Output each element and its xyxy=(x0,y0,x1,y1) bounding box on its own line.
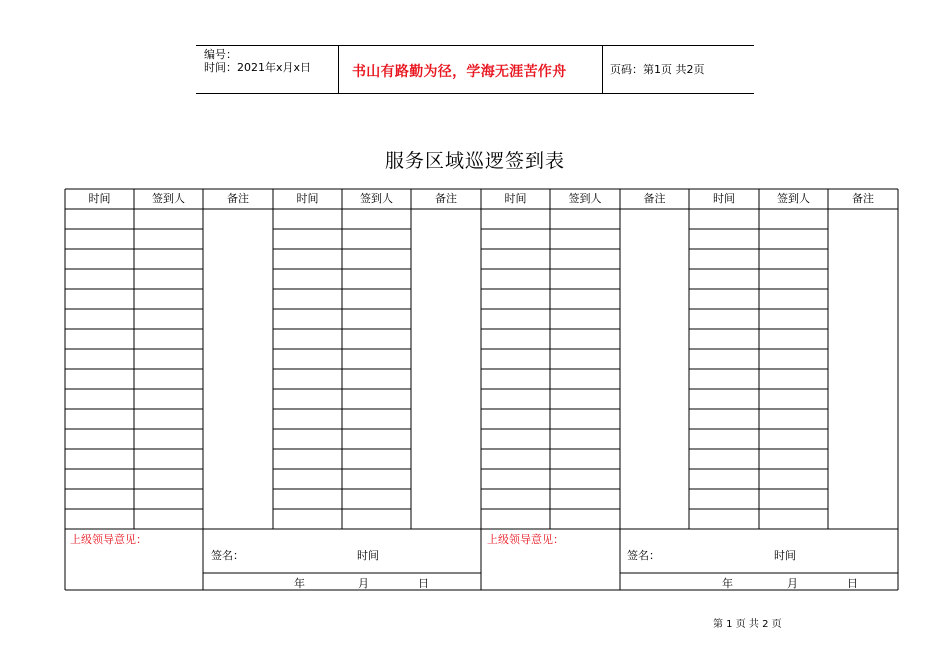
slogan: 书山有路勤为径，学海无涯苦作舟 xyxy=(352,64,567,80)
column-header: 备注 xyxy=(227,192,249,205)
day-label-right: 日 xyxy=(847,577,858,590)
sign-label-left: 签名： xyxy=(211,549,244,562)
column-header: 时间 xyxy=(504,192,527,205)
column-header: 签到人 xyxy=(568,192,602,205)
column-header: 备注 xyxy=(435,192,457,205)
month-label-left: 月 xyxy=(358,577,369,590)
leader-opinion-label-right: 上级领导意见： xyxy=(487,533,564,546)
sign-time-label-right: 时间 xyxy=(774,549,796,562)
month-label-right: 月 xyxy=(787,577,798,590)
page-footer: 第 1 页 共 2 页 xyxy=(713,619,782,630)
year-label-left: 年 xyxy=(294,577,305,590)
sign-time-label-left: 时间 xyxy=(357,549,379,562)
column-header: 备注 xyxy=(852,192,874,205)
page-info: 页码：第1页 共2页 xyxy=(610,63,705,76)
day-label-left: 日 xyxy=(418,577,429,590)
document-date: 时间：2021年x月x日 xyxy=(204,61,312,74)
column-header: 签到人 xyxy=(152,192,185,205)
column-header: 时间 xyxy=(88,192,111,205)
column-header: 时间 xyxy=(713,192,735,205)
column-header: 备注 xyxy=(643,192,666,205)
document-number-label: 编号： xyxy=(204,48,237,61)
column-header: 签到人 xyxy=(360,192,393,205)
year-label-right: 年 xyxy=(722,577,733,590)
column-header: 时间 xyxy=(296,192,319,205)
sign-label-right: 签名： xyxy=(627,549,660,562)
column-header: 签到人 xyxy=(777,192,810,205)
leader-opinion-label-left: 上级领导意见： xyxy=(70,533,147,546)
page-title: 服务区域巡逻签到表 xyxy=(384,150,565,172)
